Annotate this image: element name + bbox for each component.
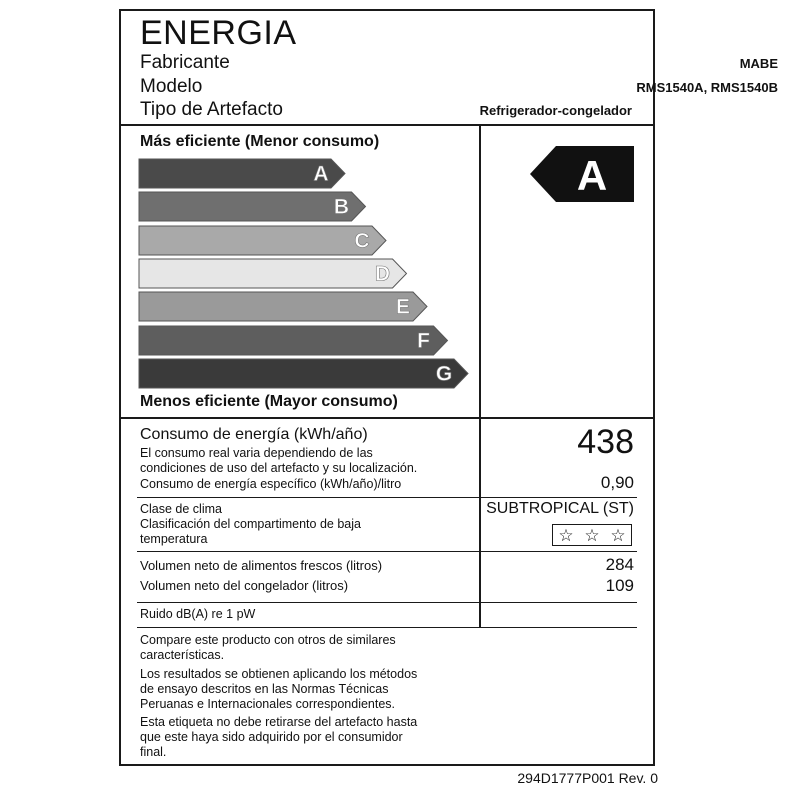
rating-indicator [530, 146, 634, 207]
low-temp-label-line1: Clasificación del compartimento de baja [140, 517, 361, 531]
divider-3 [137, 602, 637, 603]
divider-4 [137, 627, 637, 628]
consumption-note-line1: El consumo real varia dependiendo de las [140, 446, 373, 460]
efficiency-bar-letter: E [395, 295, 411, 319]
note-2-line1: Los resultados se obtienen aplicando los métodos [140, 667, 418, 681]
fresh-volume-label: Volumen neto de alimentos frescos (litros) [140, 558, 383, 573]
efficiency-bar-letter: F [417, 329, 430, 352]
freezer-volume-value: 109 [605, 576, 634, 595]
star-icon: ☆ [558, 525, 574, 545]
column-divider [479, 124, 481, 628]
efficiency-bar-a [139, 159, 345, 188]
efficiency-bar-d [139, 259, 407, 288]
efficiency-bar-shape [139, 259, 407, 288]
divider-1 [137, 497, 637, 498]
efficiency-bar-shape [139, 292, 427, 321]
footer-code: 294D1777P001 Rev. 0 [517, 770, 658, 786]
low-temp-label-line2: temperatura [140, 532, 208, 546]
specific-consumption-value: 0,90 [600, 473, 634, 492]
most-efficient-label: Más eficiente (Menor consumo) [140, 133, 380, 150]
manufacturer-value: MABE [739, 56, 778, 71]
type-label: Tipo de Artefacto [140, 99, 283, 120]
label-title: ENERGIA [140, 14, 297, 52]
type-value: Refrigerador-congelador [479, 103, 632, 118]
efficiency-bar-c [139, 226, 386, 255]
climate-class-value: SUBTROPICAL (ST) [486, 500, 634, 517]
note-3-line1: Esta etiqueta no debe retirarse del artefacto hasta [140, 715, 418, 729]
climate-class-label: Clase de clima [140, 502, 222, 516]
star-rating [552, 524, 632, 546]
model-label: Modelo [140, 76, 203, 97]
model-value: RMS1540A, RMS1540B [636, 80, 778, 95]
efficiency-bar-letter: D [374, 262, 391, 286]
rating-letter: A [576, 152, 608, 199]
freezer-volume-label: Volumen neto del congelador (litros) [140, 578, 349, 593]
efficiency-bar-letter: C [354, 229, 370, 253]
note-1-line2: características. [140, 648, 225, 662]
specific-consumption-label: Consumo de energía específico (kWh/año)/litro [140, 477, 402, 491]
efficiency-bar-shape [139, 226, 386, 255]
note-3-line3: final. [140, 745, 167, 759]
efficiency-bar-g [139, 359, 468, 388]
divider-2 [137, 551, 637, 552]
note-2-line2: de ensayo descritos en las Normas Técnicas [140, 682, 389, 696]
efficiency-bar-e [139, 292, 427, 321]
consumption-note-line2: condiciones de uso del artefacto y su localización. [140, 461, 418, 475]
noise-label: Ruido dB(A) re 1 pW [140, 607, 256, 621]
least-efficient-label: Menos eficiente (Mayor consumo) [140, 393, 398, 410]
header-divider [119, 124, 655, 126]
efficiency-bar-letter: A [313, 162, 329, 186]
star-icon: ☆ [584, 525, 600, 545]
manufacturer-label: Fabricante [140, 52, 230, 73]
fresh-volume-value: 284 [605, 555, 634, 574]
note-2-line3: Peruanas e Internacionales correspondientes. [140, 697, 396, 711]
efficiency-bar-shape [139, 192, 366, 221]
consumption-label: Consumo de energía (kWh/año) [140, 426, 368, 443]
efficiency-bar-f [139, 326, 448, 355]
scale-divider [119, 417, 655, 419]
efficiency-bar-b [139, 192, 366, 221]
consumption-value: 438 [577, 423, 634, 461]
efficiency-bar-letter: B [333, 195, 350, 219]
note-1-line1: Compare este producto con otros de similares [140, 633, 396, 647]
efficiency-bar-shape [139, 326, 448, 355]
note-3-line2: que este haya sido adquirido por el consumidor [140, 730, 403, 744]
star-icon: ☆ [610, 525, 626, 545]
efficiency-bar-letter: G [435, 362, 453, 386]
efficiency-bar-shape [139, 359, 468, 388]
